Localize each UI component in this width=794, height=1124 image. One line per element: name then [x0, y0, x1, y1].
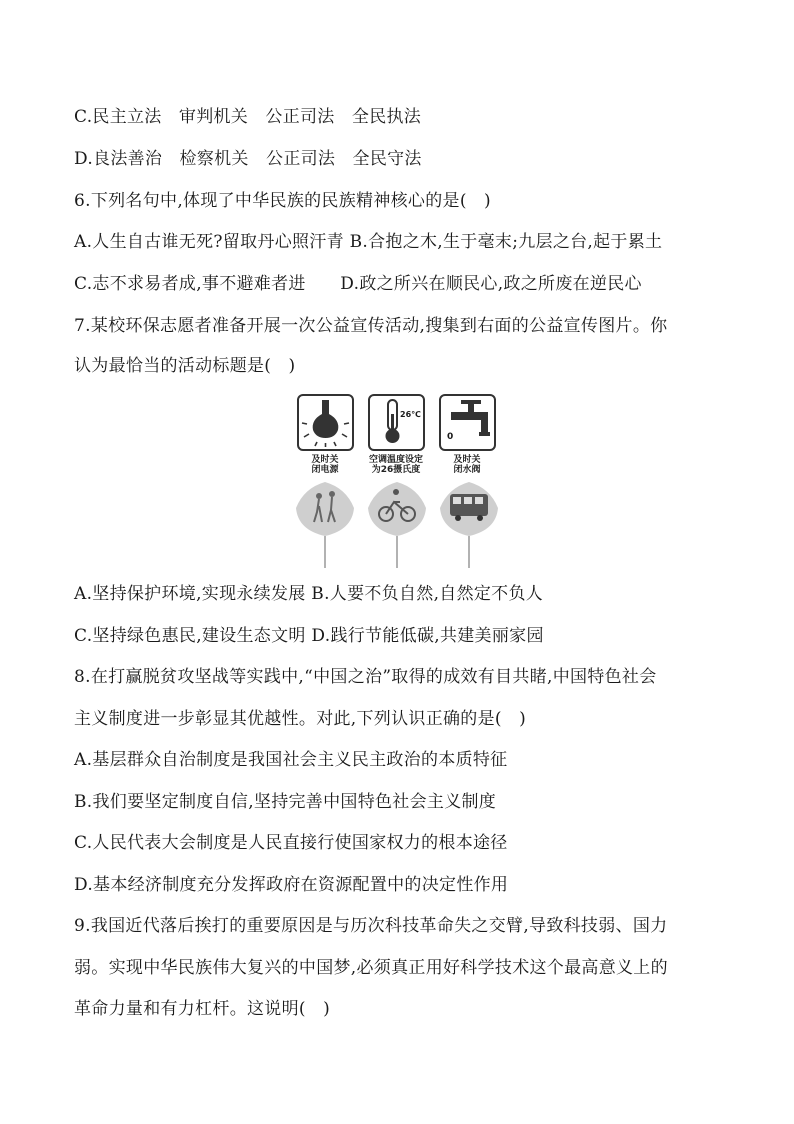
option-7cd: C.坚持绿色惠民,建设生态文明 D.践行节能低碳,共建美丽家园: [74, 626, 544, 646]
walking-leaf-icon: [294, 478, 356, 568]
option-7ab: A.坚持保护环境,实现永续发展 B.人要不负自然,自然定不负人: [74, 584, 544, 604]
bus-leaf-icon: [438, 478, 500, 568]
public-service-poster: [294, 394, 500, 568]
option-8b: B.我们要坚定制度自信,坚持完善中国特色社会主义制度: [74, 792, 497, 812]
question-9-line1: 9.我国近代落后挨打的重要原因是与历次科技革命失之交臂,导致科技弱、国力: [74, 916, 668, 936]
faucet-icon: [439, 394, 496, 451]
question-8-line1: 8.在打赢脱贫攻坚战等实践中,“中国之治”取得的成效有目共睹,中国特色社会: [74, 667, 657, 687]
option-5c: C.民主立法 审判机关 公正司法 全民执法: [74, 107, 422, 127]
bicycle-leaf-icon: [366, 478, 428, 568]
question-6: 6.下列名句中,体现了中华民族的民族精神核心的是( ): [74, 191, 491, 211]
option-8a: A.基层群众自治制度是我国社会主义民主政治的本质特征: [74, 750, 508, 770]
option-8c: C.人民代表大会制度是人民直接行使国家权力的根本途径: [74, 833, 508, 853]
option-6cd: C.志不求易者成,事不避难者进 D.政之所兴在顺民心,政之所废在逆民心: [74, 274, 642, 294]
caption-water: 及时关 闭水阀: [453, 455, 481, 475]
faucet-label: 0: [447, 432, 454, 442]
question-8-line2: 主义制度进一步彰显其优越性。对此,下列认识正确的是( ): [74, 709, 527, 729]
caption-power: 及时关 闭电源: [311, 455, 339, 475]
option-6ab: A.人生自古谁无死?留取丹心照汗青 B.合抱之木,生于毫末;九层之台,起于累土: [74, 232, 663, 252]
light-bulb-icon: [297, 394, 354, 451]
question-9-line2: 弱。实现中华民族伟大复兴的中国梦,必须真正用好科学技术这个最高意义上的: [74, 958, 668, 978]
option-5d: D.良法善治 检察机关 公正司法 全民守法: [74, 149, 422, 169]
question-9-line3: 革命力量和有力杠杆。这说明( ): [74, 999, 331, 1019]
question-7-line2: 认为最恰当的活动标题是( ): [74, 356, 296, 376]
option-8d: D.基本经济制度充分发挥政府在资源配置中的决定性作用: [74, 875, 509, 895]
thermometer-icon: [368, 394, 425, 451]
question-7-line1: 7.某校环保志愿者准备开展一次公益宣传活动,搜集到右面的公益宣传图片。你: [74, 316, 668, 336]
caption-aircon: 空调温度设定 为26摄氏度: [368, 455, 423, 475]
thermo-label: 26℃: [400, 410, 421, 419]
